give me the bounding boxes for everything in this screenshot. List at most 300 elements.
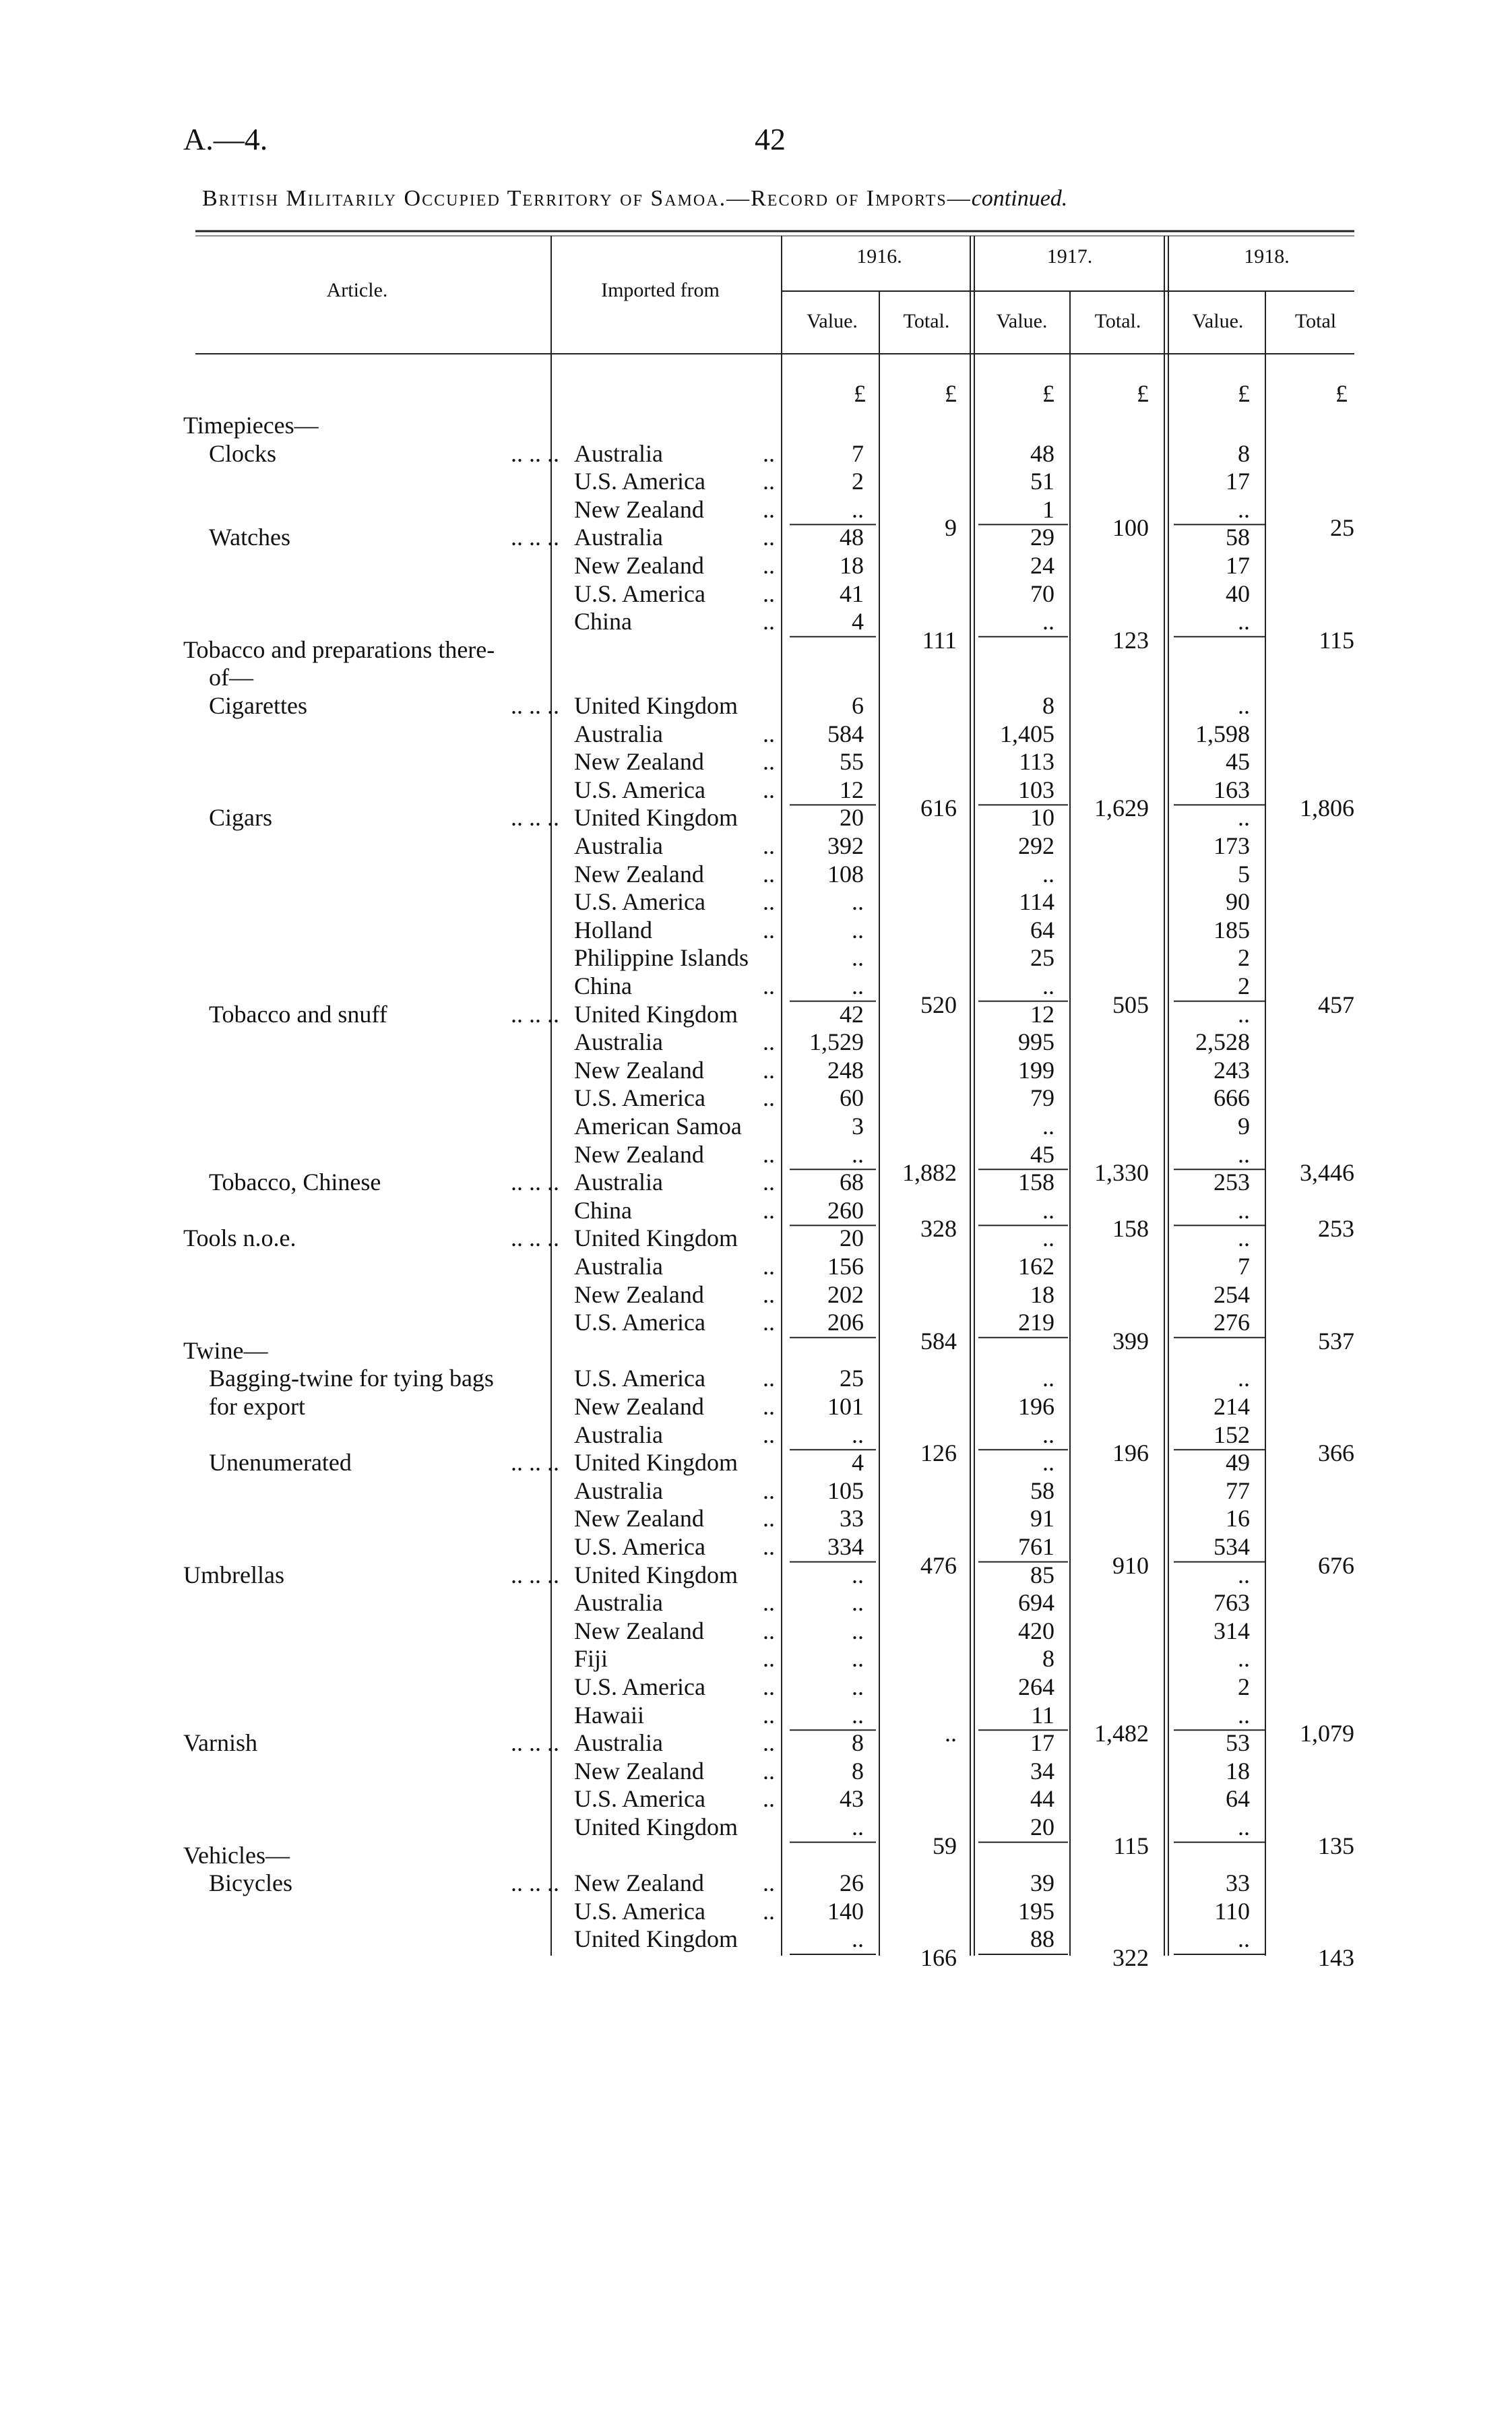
leader-dots: .. .. .. <box>511 1869 559 1897</box>
value-cell: .. <box>852 1645 864 1673</box>
leader-dots: .. <box>763 439 775 467</box>
imported-from-cell: Australia <box>574 524 663 551</box>
total-cell: 123 <box>1112 626 1149 654</box>
total-cell: 676 <box>1318 1551 1354 1579</box>
leader-dots: .. .. .. <box>511 804 559 832</box>
value-cell: 4 <box>852 608 864 635</box>
leader-dots: .. <box>763 776 775 803</box>
header-year-1918: 1918. <box>1244 245 1290 268</box>
leader-dots: .. <box>763 608 775 635</box>
article-label: Varnish <box>183 1729 257 1757</box>
value-cell: 77 <box>1226 1477 1250 1504</box>
value-cell: 2 <box>1238 972 1250 999</box>
article-label: Bagging-twine for tying bags <box>209 1365 494 1392</box>
leader-dots: .. <box>763 860 775 888</box>
article-label: Umbrellas <box>183 1561 284 1588</box>
leader-dots: .. <box>763 1729 775 1757</box>
imported-from-cell: Australia <box>574 720 663 747</box>
imported-from-cell: New Zealand <box>574 1393 704 1420</box>
total-cell: 520 <box>920 991 957 1018</box>
value-cell: .. <box>852 1925 864 1953</box>
value-cell: 60 <box>840 1084 864 1112</box>
value-cell: 392 <box>827 832 864 859</box>
article-label: of— <box>209 664 253 691</box>
imported-from-cell: United Kingdom <box>574 1925 738 1953</box>
currency-total-1916: £ <box>945 380 957 407</box>
imported-from-cell: Australia <box>574 1169 663 1196</box>
value-cell: 16 <box>1226 1505 1250 1532</box>
total-cell: 115 <box>1113 1832 1149 1859</box>
value-cell: .. <box>1238 1000 1250 1028</box>
value-cell: 64 <box>1030 916 1054 943</box>
value-cell: 17 <box>1226 552 1250 579</box>
total-cell: 584 <box>920 1327 957 1355</box>
value-cell: 156 <box>827 1253 864 1280</box>
value-cell: 34 <box>1030 1757 1054 1785</box>
imported-from-cell: Australia <box>574 1589 663 1617</box>
total-cell: 111 <box>922 626 957 654</box>
value-cell: .. <box>852 972 864 999</box>
value-cell: .. <box>852 1561 864 1588</box>
total-cell: 457 <box>1318 991 1354 1018</box>
leader-dots: .. .. .. <box>511 1729 559 1757</box>
article-label: Cigarettes <box>209 692 307 719</box>
value-cell: 39 <box>1030 1869 1054 1897</box>
article-label: Unenumerated <box>209 1449 352 1477</box>
currency-total-1918: £ <box>1335 380 1348 407</box>
value-cell: .. <box>852 495 864 523</box>
total-cell: 1,330 <box>1094 1159 1149 1187</box>
value-cell: .. <box>1238 804 1250 832</box>
value-cell: .. <box>1042 1421 1054 1448</box>
imported-from-cell: Australia <box>574 1421 663 1448</box>
total-cell: 1,482 <box>1094 1720 1149 1747</box>
value-cell: .. <box>1238 1140 1250 1168</box>
article-label: Tools n.o.e. <box>183 1224 296 1252</box>
header-total-1918: Total <box>1294 310 1337 332</box>
value-cell: 666 <box>1214 1084 1250 1112</box>
value-cell: 763 <box>1214 1589 1250 1617</box>
total-cell: 322 <box>1112 1944 1149 1971</box>
value-cell: 18 <box>1226 1757 1250 1785</box>
leader-dots: .. <box>763 1477 775 1504</box>
value-cell: 8 <box>1042 1645 1054 1673</box>
header-value-1917: Value. <box>996 310 1048 332</box>
value-cell: 45 <box>1226 748 1250 776</box>
leader-dots: .. <box>763 468 775 495</box>
value-cell: 196 <box>1018 1393 1054 1420</box>
value-cell: 90 <box>1226 888 1250 916</box>
total-cell: 158 <box>1112 1215 1149 1243</box>
value-cell: 79 <box>1030 1084 1054 1112</box>
value-cell: .. <box>852 1813 864 1840</box>
page-number: 42 <box>755 122 786 156</box>
imported-from-cell: China <box>574 1196 632 1224</box>
value-cell: 9 <box>1238 1113 1250 1140</box>
leader-dots: .. .. .. <box>511 439 559 467</box>
total-cell: 399 <box>1112 1327 1149 1355</box>
total-cell: 3,446 <box>1300 1159 1354 1187</box>
value-cell: 101 <box>827 1393 864 1420</box>
value-cell: 254 <box>1214 1280 1250 1308</box>
article-label: Cigars <box>209 804 272 832</box>
value-cell: 58 <box>1226 524 1250 551</box>
leader-dots: .. <box>763 916 775 943</box>
imported-from-cell: United Kingdom <box>574 804 738 832</box>
imported-from-cell: New Zealand <box>574 748 704 776</box>
total-cell: 537 <box>1318 1327 1354 1355</box>
header-total-1916: Total. <box>903 310 950 332</box>
value-cell: 108 <box>827 860 864 888</box>
total-cell: 910 <box>1112 1551 1149 1579</box>
value-cell: .. <box>1042 1365 1054 1392</box>
total-cell: 115 <box>1319 626 1354 654</box>
imported-from-cell: U.S. America <box>574 1673 705 1700</box>
leader-dots: .. .. .. <box>511 1000 559 1028</box>
value-cell: 162 <box>1018 1253 1054 1280</box>
imported-from-cell: New Zealand <box>574 1140 704 1168</box>
imported-from-cell: New Zealand <box>574 1056 704 1084</box>
total-cell: 143 <box>1318 1944 1354 1971</box>
value-cell: 49 <box>1226 1449 1250 1477</box>
leader-dots: .. <box>763 580 775 607</box>
value-cell: .. <box>1238 495 1250 523</box>
value-cell: 292 <box>1018 832 1054 859</box>
imported-from-cell: Australia <box>574 1477 663 1504</box>
leader-dots: .. <box>763 1393 775 1420</box>
imported-from-cell: United Kingdom <box>574 1449 738 1477</box>
value-cell: 2,528 <box>1195 1028 1250 1056</box>
value-cell: 12 <box>1030 1000 1054 1028</box>
total-cell: 328 <box>920 1215 957 1243</box>
value-cell: 163 <box>1214 776 1250 803</box>
total-cell: 135 <box>1318 1832 1354 1859</box>
value-cell: .. <box>1238 1645 1250 1673</box>
leader-dots: .. <box>763 495 775 523</box>
value-cell: .. <box>1042 1113 1054 1140</box>
value-cell: 199 <box>1018 1056 1054 1084</box>
imported-from-cell: New Zealand <box>574 860 704 888</box>
value-cell: 20 <box>840 1224 864 1252</box>
value-cell: .. <box>1042 608 1054 635</box>
leader-dots: .. <box>763 1056 775 1084</box>
header-imported-from: Imported from <box>601 279 720 301</box>
value-cell: 70 <box>1030 580 1054 607</box>
value-cell: 29 <box>1030 524 1054 551</box>
value-cell: 68 <box>840 1169 864 1196</box>
imported-from-cell: U.S. America <box>574 776 705 803</box>
leader-dots: .. <box>763 748 775 776</box>
value-cell: 114 <box>1019 888 1054 916</box>
imported-from-cell: United Kingdom <box>574 1224 738 1252</box>
value-cell: 43 <box>840 1785 864 1813</box>
total-cell: 1,629 <box>1094 795 1149 822</box>
total-cell: 1,806 <box>1300 795 1354 822</box>
leader-dots: .. <box>763 1645 775 1673</box>
value-cell: 276 <box>1214 1309 1250 1336</box>
value-cell: 41 <box>840 580 864 607</box>
value-cell: 10 <box>1030 804 1054 832</box>
value-cell: 88 <box>1030 1925 1054 1953</box>
value-cell: .. <box>852 1673 864 1700</box>
article-label: Watches <box>209 524 291 551</box>
article-label: Twine— <box>183 1336 268 1364</box>
value-cell: 48 <box>1030 439 1054 467</box>
value-cell: 260 <box>827 1196 864 1224</box>
currency-total-1917: £ <box>1137 380 1149 407</box>
value-cell: 103 <box>1018 776 1054 803</box>
imported-from-cell: Australia <box>574 1729 663 1757</box>
value-cell: 140 <box>827 1897 864 1925</box>
total-cell: 9 <box>945 514 957 542</box>
value-cell: 2 <box>1238 1673 1250 1700</box>
imported-from-cell: New Zealand <box>574 495 704 523</box>
leader-dots: .. <box>763 1533 775 1560</box>
header-year-1916: 1916. <box>856 245 902 268</box>
value-cell: .. <box>852 888 864 916</box>
value-cell: 85 <box>1030 1561 1054 1588</box>
value-cell: 1,598 <box>1195 720 1250 747</box>
value-cell: .. <box>1042 1224 1054 1252</box>
value-cell: .. <box>852 1589 864 1617</box>
currency-value-1916: £ <box>854 380 866 407</box>
value-cell: 1 <box>1042 495 1054 523</box>
article-label: Tobacco and preparations there- <box>183 635 495 663</box>
value-cell: 243 <box>1214 1056 1250 1084</box>
value-cell: 1,529 <box>809 1028 864 1056</box>
leader-dots: .. <box>763 1169 775 1196</box>
value-cell: 5 <box>1238 860 1250 888</box>
value-cell: 24 <box>1030 552 1054 579</box>
value-cell: 105 <box>827 1477 864 1504</box>
imported-from-cell: U.S. America <box>574 1785 705 1813</box>
imported-from-cell: New Zealand <box>574 1617 704 1644</box>
header-total-1917: Total. <box>1094 310 1141 332</box>
total-cell: 126 <box>920 1439 957 1467</box>
value-cell: .. <box>1042 860 1054 888</box>
article-label: for export <box>209 1393 305 1420</box>
value-cell: 11 <box>1031 1701 1054 1729</box>
total-cell: 1,079 <box>1300 1720 1354 1747</box>
value-cell: .. <box>1238 1196 1250 1224</box>
imported-from-cell: Australia <box>574 1028 663 1056</box>
value-cell: 253 <box>1214 1169 1250 1196</box>
leader-dots: .. <box>763 1140 775 1168</box>
value-cell: .. <box>1238 608 1250 635</box>
total-cell: 253 <box>1318 1215 1354 1243</box>
leader-dots: .. <box>763 1701 775 1729</box>
value-cell: 110 <box>1214 1897 1250 1925</box>
value-cell: 25 <box>1030 944 1054 972</box>
total-cell: 1,882 <box>902 1159 957 1187</box>
value-cell: 185 <box>1214 916 1250 943</box>
value-cell: 42 <box>840 1000 864 1028</box>
imported-from-cell: China <box>574 608 632 635</box>
imported-from-cell: New Zealand <box>574 552 704 579</box>
article-label: Clocks <box>209 439 277 467</box>
value-cell: 4 <box>852 1449 864 1477</box>
leader-dots: .. .. .. <box>511 692 559 719</box>
value-cell: 8 <box>852 1757 864 1785</box>
value-cell: .. <box>852 1140 864 1168</box>
imported-from-cell: United Kingdom <box>574 1000 738 1028</box>
value-cell: 534 <box>1214 1533 1250 1560</box>
value-cell: .. <box>1238 1224 1250 1252</box>
header-year-1917: 1917. <box>1046 245 1093 268</box>
leader-dots: .. .. .. <box>511 1224 559 1252</box>
value-cell: .. <box>1042 1449 1054 1477</box>
value-cell: 26 <box>840 1869 864 1897</box>
leader-dots: .. <box>763 1673 775 1700</box>
value-cell: 33 <box>1226 1869 1250 1897</box>
total-cell: 616 <box>920 795 957 822</box>
imported-from-cell: Hawaii <box>574 1701 644 1729</box>
value-cell: 48 <box>840 524 864 551</box>
value-cell: 51 <box>1030 468 1054 495</box>
imported-from-cell: Australia <box>574 439 663 467</box>
leader-dots: .. <box>763 1897 775 1925</box>
value-cell: .. <box>1238 1701 1250 1729</box>
value-cell: 45 <box>1030 1140 1054 1168</box>
imported-from-cell: Australia <box>574 832 663 859</box>
value-cell: 158 <box>1018 1169 1054 1196</box>
value-cell: .. <box>1238 692 1250 719</box>
total-cell: 25 <box>1330 514 1354 542</box>
value-cell: 264 <box>1018 1673 1054 1700</box>
value-cell: 195 <box>1018 1897 1054 1925</box>
leader-dots: .. <box>763 1589 775 1617</box>
imported-from-cell: New Zealand <box>574 1757 704 1785</box>
imported-from-cell: Fiji <box>574 1645 608 1673</box>
imported-from-cell: Philippine Islands <box>574 944 749 972</box>
imported-from-cell: New Zealand <box>574 1280 704 1308</box>
total-cell: 505 <box>1112 991 1149 1018</box>
leader-dots: .. <box>763 1084 775 1112</box>
total-cell: 196 <box>1112 1439 1149 1467</box>
imported-from-cell: New Zealand <box>574 1869 704 1897</box>
value-cell: .. <box>852 916 864 943</box>
value-cell: 58 <box>1030 1477 1054 1504</box>
table-title-continued: continued. <box>971 186 1068 211</box>
total-cell: 476 <box>920 1551 957 1579</box>
value-cell: 40 <box>1226 580 1250 607</box>
value-cell: 206 <box>827 1309 864 1336</box>
total-cell: 59 <box>933 1832 957 1859</box>
leader-dots: .. <box>763 1196 775 1224</box>
imported-from-cell: U.S. America <box>574 1084 705 1112</box>
value-cell: 420 <box>1018 1617 1054 1644</box>
value-cell: 113 <box>1019 748 1054 776</box>
imported-from-cell: U.S. America <box>574 1365 705 1392</box>
value-cell: 8 <box>1238 439 1250 467</box>
leader-dots: .. .. .. <box>511 1561 559 1588</box>
imported-from-cell: Australia <box>574 1253 663 1280</box>
leader-dots: .. <box>763 1421 775 1448</box>
value-cell: 334 <box>827 1533 864 1560</box>
leader-dots: .. <box>763 832 775 859</box>
value-cell: 91 <box>1030 1505 1054 1532</box>
imported-from-cell: United Kingdom <box>574 1561 738 1588</box>
header-article: Article. <box>326 279 388 301</box>
value-cell: 12 <box>840 776 864 803</box>
total-cell: 366 <box>1318 1439 1354 1467</box>
value-cell: 17 <box>1030 1729 1054 1757</box>
table-title-main: British Militarily Occupied Territory of Samoa.—Record of Imports— <box>202 186 972 211</box>
leader-dots: .. <box>763 1253 775 1280</box>
leader-dots: .. <box>763 888 775 916</box>
imported-from-cell: U.S. America <box>574 1533 705 1560</box>
value-cell: 584 <box>827 720 864 747</box>
imported-from-cell: U.S. America <box>574 580 705 607</box>
value-cell: 53 <box>1226 1729 1250 1757</box>
leader-dots: .. <box>763 972 775 999</box>
value-cell: 33 <box>840 1505 864 1532</box>
value-cell: 7 <box>1238 1253 1250 1280</box>
leader-dots: .. .. .. <box>511 1449 559 1477</box>
value-cell: 202 <box>827 1280 864 1308</box>
total-cell: .. <box>945 1720 957 1747</box>
value-cell: 173 <box>1214 832 1250 859</box>
value-cell: 7 <box>852 439 864 467</box>
value-cell: 20 <box>1030 1813 1054 1840</box>
value-cell: 214 <box>1214 1393 1250 1420</box>
leader-dots: .. <box>763 1365 775 1392</box>
imported-from-cell: New Zealand <box>574 1505 704 1532</box>
value-cell: 8 <box>1042 692 1054 719</box>
leader-dots: .. <box>763 552 775 579</box>
leader-dots: .. <box>763 1280 775 1308</box>
value-cell: 18 <box>840 552 864 579</box>
leader-dots: .. <box>763 1617 775 1644</box>
leader-dots: .. <box>763 1505 775 1532</box>
value-cell: 64 <box>1226 1785 1250 1813</box>
value-cell: .. <box>1238 1365 1250 1392</box>
value-cell: 20 <box>840 804 864 832</box>
imported-from-cell: United Kingdom <box>574 692 738 719</box>
total-cell: 166 <box>920 1944 957 1971</box>
leader-dots: .. <box>763 720 775 747</box>
leader-dots: .. <box>763 1757 775 1785</box>
value-cell: .. <box>852 1617 864 1644</box>
leader-dots: .. <box>763 1869 775 1897</box>
value-cell: 2 <box>1238 944 1250 972</box>
value-cell: 694 <box>1018 1589 1054 1617</box>
value-cell: .. <box>1238 1561 1250 1588</box>
value-cell: .. <box>852 944 864 972</box>
imported-from-cell: American Samoa <box>574 1113 742 1140</box>
imported-from-cell: U.S. America <box>574 468 705 495</box>
article-label: Tobacco, Chinese <box>209 1169 381 1196</box>
value-cell: 1,405 <box>1000 720 1054 747</box>
article-label: Bicycles <box>209 1869 292 1897</box>
value-cell: 18 <box>1030 1280 1054 1308</box>
imported-from-cell: U.S. America <box>574 1309 705 1336</box>
value-cell: .. <box>1042 972 1054 999</box>
article-label: Tobacco and snuff <box>209 1000 387 1028</box>
value-cell: 761 <box>1018 1533 1054 1560</box>
document-code: A.—4. <box>183 122 268 156</box>
value-cell: 2 <box>852 468 864 495</box>
value-cell: 314 <box>1214 1617 1250 1644</box>
value-cell: 152 <box>1214 1421 1250 1448</box>
value-cell: .. <box>1042 1196 1054 1224</box>
leader-dots: .. <box>763 1028 775 1056</box>
total-cell: 100 <box>1112 514 1149 542</box>
leader-dots: .. .. .. <box>511 1169 559 1196</box>
value-cell: 995 <box>1018 1028 1054 1056</box>
value-cell: 44 <box>1030 1785 1054 1813</box>
leader-dots: .. <box>763 524 775 551</box>
